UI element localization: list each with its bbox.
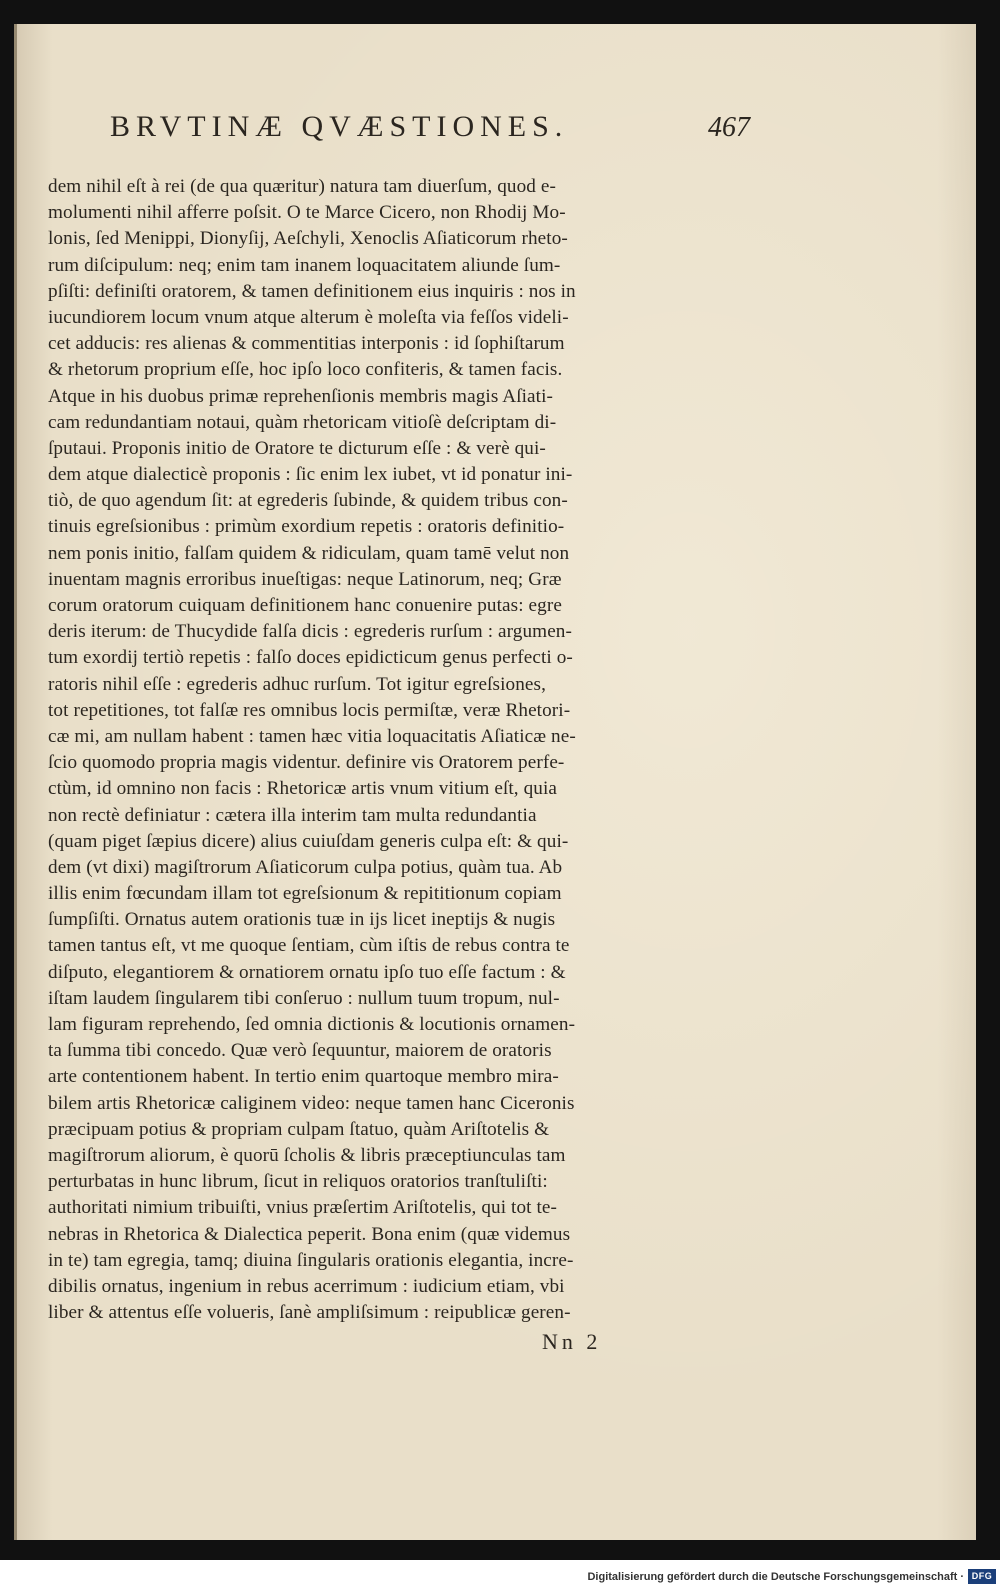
text-line: perturbatas in hunc librum, ſicut in reliquos oratorios tranſtuliſti: xyxy=(48,1171,548,1193)
text-line: illis enim fœcundam illam tot egreſsionum & repititionum copiam xyxy=(48,883,562,905)
text-line: iucundiorem locum vnum atque alterum è moleſta via feſſos videli- xyxy=(48,306,569,328)
text-line: non rectè definiatur : cætera illa interim tam multa redundantia xyxy=(48,804,537,826)
text-line: dem atque dialecticè proponis : ſic enim lex iubet, vt id ponatur ini- xyxy=(48,464,573,486)
text-line: lam figuram reprehendo, ſed omnia dictionis & locutionis ornamen- xyxy=(48,1014,576,1035)
text-line: tinuis egreſsionibus : primùm exordium repetis : oratoris definitio- xyxy=(48,516,565,538)
text-line: ſputaui. Proponis initio de Oratore te dicturum eſſe : & verè qui- xyxy=(48,437,546,459)
text-line: lonis, ſed Menippi, Dionyſij, Aeſchyli, Xenoclis Aſiaticorum rheto- xyxy=(48,228,568,250)
page-number: 467 xyxy=(708,112,750,143)
body-text xyxy=(48,174,748,1326)
text-line: cæ mi, am nullam habent : tamen hæc vitia loquacitatis Aſiaticæ ne- xyxy=(48,725,576,747)
text-line: deris iterum: de Thucydide falſa dicis : egrederis rurſum : argumen- xyxy=(48,621,572,643)
text-line: liber & attentus eſſe volueris, ſanè ampliſsimum : reipublicæ geren- xyxy=(48,1302,571,1324)
footer-bar xyxy=(0,1560,1000,1594)
text-line: molumenti nihil afferre poſsit. O te Marce Cicero, non Rhodij Mo- xyxy=(48,202,566,224)
text-line: nebras in Rhetorica & Dialectica peperit. Bona enim (quæ videmus xyxy=(48,1223,571,1245)
text-line: ctùm, id omnino non facis : Rhetoricæ artis vnum vitium eſt, quia xyxy=(48,778,558,800)
text-line: (quam piget ſæpius dicere) alius cuiuſdam generis culpa eſt: & qui- xyxy=(48,830,569,852)
footer-credit: Digitalisierung gefördert durch die Deutsche Forschungsgemeinschaft · xyxy=(587,1571,964,1583)
text-line: & rhetorum proprium eſſe, hoc ipſo loco confiteris, & tamen facis. xyxy=(48,359,563,381)
text-line: ſumpſiſti. Ornatus autem orationis tuæ in ijs licet ineptijs & nugis xyxy=(48,909,556,931)
text-line: iſtam laudem ſingularem tibi conſeruo : nullum tuum tropum, nul- xyxy=(48,987,560,1009)
page-header xyxy=(110,110,750,160)
text-line: præcipuam potius & propriam culpam ſtatuo, quàm Ariſtotelis & xyxy=(48,1118,550,1140)
text-line: in te) tam egregia, tamq; diuina ſingularis orationis elegantia, incre- xyxy=(48,1249,574,1271)
text-line: diſputo, elegantiorem & ornatiorem ornatu ipſo tuo eſſe factum : & xyxy=(48,961,566,983)
text-line: dem nihil eſt à rei (de qua quæritur) natura tam diuerſum, quod e- xyxy=(48,176,556,197)
text-line: tamen tantus eſt, vt me quoque ſentiam, cùm iſtis de rebus contra te xyxy=(48,935,570,957)
dfg-logo: DFG xyxy=(968,1569,996,1584)
text-line: cet adducis: res alienas & commentitias interponis : id ſophiſtarum xyxy=(48,333,565,355)
text-line: inuentam magnis erroribus inueſtigas: neque Latinorum, neq; Græ xyxy=(48,568,562,590)
text-line: authoritati nimium tribuiſti, vnius præſertim Ariſtotelis, qui tot te- xyxy=(48,1197,558,1219)
page-gutter-edge xyxy=(14,24,17,1540)
signature-mark: Nn 2 xyxy=(542,1329,602,1354)
text-line: dibilis ornatus, ingenium in rebus acerrimum : iudicium etiam, vbi xyxy=(48,1275,565,1297)
text-line: ſcio quomodo propria magis videntur. definire vis Oratorem perfe- xyxy=(48,752,565,774)
text-line: pſiſti: definiſti oratorem, & tamen definitionem eius inquiris : nos in xyxy=(48,280,576,302)
text-line: arte contentionem habent. In tertio enim quartoque membro mira- xyxy=(48,1066,559,1088)
text-line: cam redundantiam notaui, quàm rhetoricam vitioſè deſcriptam di- xyxy=(48,411,557,433)
text-line: bilem artis Rhetoricæ caliginem video: neque tamen hanc Ciceronis xyxy=(48,1092,575,1114)
text-line: ratoris nihil eſſe : egrederis adhuc rurſum. Tot igitur egreſsiones, xyxy=(48,673,546,695)
text-line: Atque in his duobus primæ reprehenſionis membris magis Aſiati- xyxy=(48,385,554,407)
book-page xyxy=(14,24,976,1540)
text-line: magiſtrorum aliorum, è quorū ſcholis & libris præceptiunculas tam xyxy=(48,1144,566,1166)
text-line: ta ſumma tibi concedo. Quæ verò ſequuntur, maiorem de oratoris xyxy=(48,1040,552,1062)
text-line: rum diſcipulum: neq; enim tam inanem loquacitatem aliunde ſum- xyxy=(48,254,561,276)
text-line: corum oratorum cuiquam definitionem hanc conuenire putas: egre xyxy=(48,595,562,616)
text-line: tot repetitiones, tot falſæ res omnibus locis permiſtæ, veræ Rhetori- xyxy=(48,699,571,721)
running-title: BRVTINÆ QVÆSTIONES. xyxy=(110,110,569,143)
text-line: dem (vt dixi) magiſtrorum Aſiaticorum culpa potius, quàm tua. Ab xyxy=(48,856,563,878)
text-line: tiò, de quo agendum ſit: at egrederis ſubinde, & quidem tribus con- xyxy=(48,490,568,512)
text-line: nem ponis initio, falſam quidem & ridiculam, quam tamē velut non xyxy=(48,542,570,564)
text-line: tum exordij tertiò repetis : falſo doces epidicticum genus perfecti o- xyxy=(48,647,573,669)
